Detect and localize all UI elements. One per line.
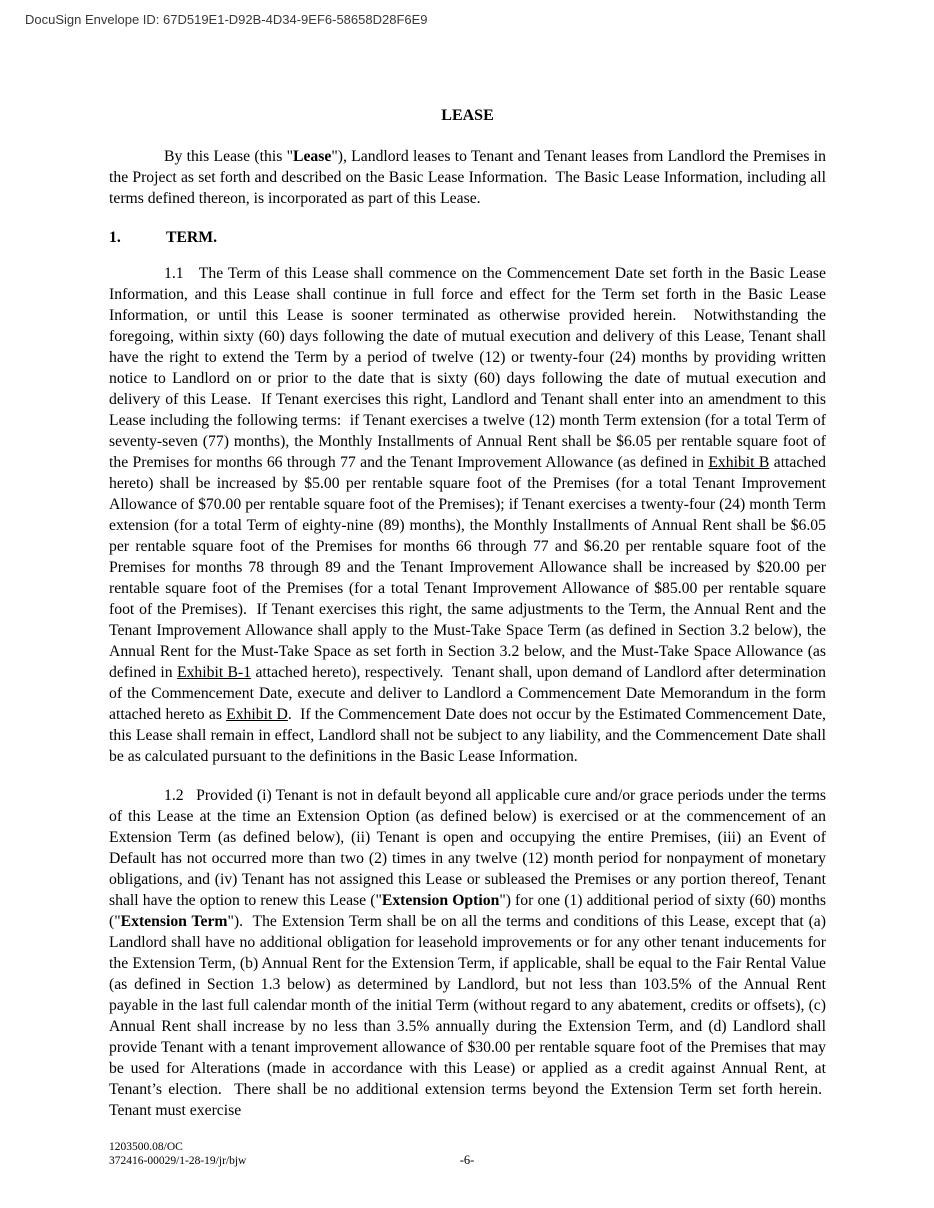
intro-paragraph: By this Lease (this "Lease"), Landlord leases to Tenant and Tenant leases from Landlord the Premises in the Project as set forth and described on the Basic Lease Information. The Basic Lease Information, including all terms defined thereon, is incorporated as part of this Lease. xyxy=(109,148,826,207)
section-1-1-paragraph: 1.1 The Term of this Lease shall commence on the Commencement Date set forth in the Basic Lease Information, and this Lease shall continue in full force and effect for the Term set forth in the Basic Lease Information, or until this Lease is sooner terminated as otherwise provided herein. Notwithstanding the foregoing, within sixty (60) days following the date of mutual execution and delivery of this Lease, Tenant shall have the right to extend the Term by a period of twelve (12) or twenty-four (24) months by providing written notice to Landlord on or prior to the date that is sixty (60) days following the date of mutual execution and delivery of this Lease. If Tenant exercises this right, Landlord and Tenant shall enter into an amendment to this Lease including the following terms: if Tenant exercises a twelve (12) month Term extension (for a total Term of seventy-seven (77) months), the Monthly Installments of Annual Rent shall be $6.05 per rentable square foot of the Premises for months 66 through 77 and the Tenant Improvement Allowance (as defined in Exhibit B attached hereto) shall be increased by $5.00 per rentable square foot of the Premises (for a total Tenant Improvement Allowance of $70.00 per rentable square foot of the Premises); if Tenant exercises a twenty-four (24) month Term extension (for a total Term of eighty-nine (89) months), the Monthly Installments of Annual Rent shall be $6.05 per rentable square foot of the Premises for months 66 through 77 and $6.20 per rentable square foot of the Premises for months 78 through 89 and the Tenant Improvement Allowance shall be increased by $20.00 per rentable square foot of the Premises (for a total Tenant Improvement Allowance of $85.00 per rentable square foot of the Premises). If Tenant exercises this right, the same adjustments to the Term, the Annual Rent and the Tenant Improvement Allowance shall apply to the Must-Take Space Term (as defined in Section 3.2 below), the Annual Rent for the Must-Take Space as set forth in Section 3.2 below, and the Must-Take Space Allowance (as defined in Exhibit B-1 attached hereto), respectively. Tenant shall, upon demand of Landlord after determination of the Commencement Date, execute and deliver to Landlord a Commencement Date Memorandum in the form attached hereto as Exhibit D. If the Commencement Date does not occur by the Estimated Commencement Date, this Lease shall remain in effect, Landlord shall not be subject to any liability, and the Commencement Date shall be as calculated pursuant to the definitions in the Basic Lease Information. xyxy=(109,265,826,765)
docusign-envelope-id: DocuSign Envelope ID: 67D519E1-D92B-4D34-9EF6-58658D28F6E9 xyxy=(25,12,428,27)
page-number: -6- xyxy=(459,1153,475,1167)
section-1-number: 1. xyxy=(109,229,121,246)
section-1-title: TERM. xyxy=(166,229,217,246)
lease-document-body xyxy=(109,105,826,1139)
section-1-heading xyxy=(109,227,826,248)
document-title: LEASE xyxy=(441,107,494,124)
section-1-2-paragraph: 1.2 Provided (i) Tenant is not in default beyond all applicable cure and/or grace periods under the terms of this Lease at the time an Extension Option (as defined below) is exercised or at the commencement of an Extension Term (as defined below), (ii) Tenant is open and occupying the entire Premises, (iii) an Event of Default has not occurred more than two (2) times in any twelve (12) month period for nonpayment of monetary obligations, and (iv) Tenant has not assigned this Lease or subleased the Premises or any portion thereof, Tenant shall have the option to renew this Lease ("Extension Option") for one (1) additional period of sixty (60) months ("Extension Term"). The Extension Term shall be on all the terms and conditions of this Lease, except that (a) Landlord shall have no additional obligation for leasehold improvements or for any other tenant inducements for the Extension Term, (b) Annual Rent for the Extension Term, if applicable, shall be equal to the Fair Rental Value (as defined in Section 1.3 below) as determined by Landlord, but not less than 103.5% of the Annual Rent payable in the last full calendar month of the initial Term (without regard to any abatement, credits or offsets), (c) Annual Rent shall increase by no less than 3.5% annually during the Extension Term, and (d) Landlord shall provide Tenant with a tenant improvement allowance of $30.00 per rentable square foot of the Premises that may be used for Alterations (made in accordance with this Lease) or applied as a credit against Annual Rent, at Tenant’s election. There shall be no additional extension terms beyond the Extension Term set forth herein. Tenant must exercise xyxy=(109,787,826,1119)
footer-matter-reference: 372416-00029/1-28-19/jr/bjw xyxy=(109,1155,247,1167)
footer-file-number: 1203500.08/OC xyxy=(109,1141,183,1153)
